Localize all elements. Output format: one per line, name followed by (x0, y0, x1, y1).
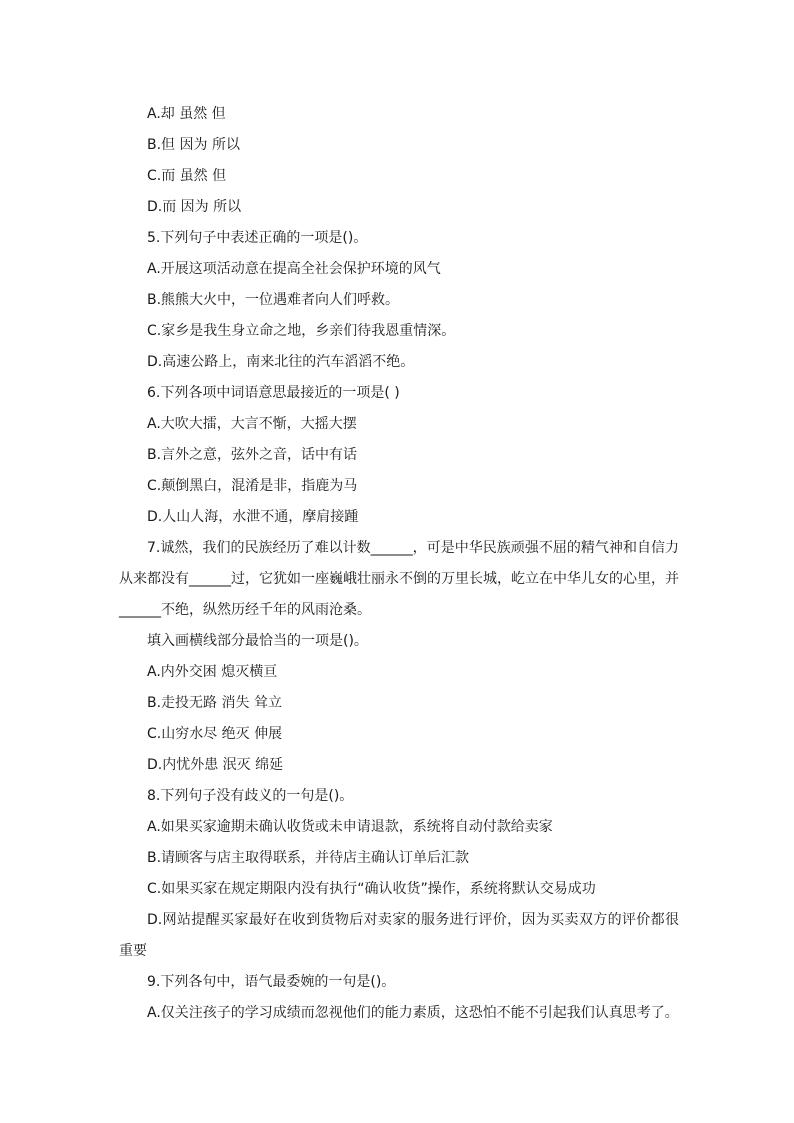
q5-option-b: B.熊熊大火中，一位遇难者向人们呼救。 (147, 292, 400, 308)
q5-question: 5.下列句子中表述正确的一项是()。 (147, 230, 368, 246)
q7-option-a: A.内外交困 熄灭横亘 (147, 664, 278, 680)
q6-question: 6.下列各项中词语意思最接近的一项是( ) (147, 385, 400, 401)
q6-option-b: B.言外之意，弦外之音，话中有话 (147, 447, 358, 463)
q5-option-c: C.家乡是我生身立命之地，乡亲们待我恩重情深。 (147, 323, 456, 339)
q8-option-b: B.请顾客与店主取得联系，并待店主确认订单后汇款 (147, 850, 470, 866)
q7-instruction: 填入画横线部分最恰当的一项是()。 (147, 633, 368, 649)
q8-option-d: D.网站提醒买家最好在收到货物后对卖家的服务进行评价，因为买卖双方的评价都很重要 (119, 912, 679, 959)
q8-question: 8.下列句子没有歧义的一句是()。 (147, 788, 354, 804)
q9-question: 9.下列各句中，语气最委婉的一句是()。 (147, 974, 396, 990)
q7-option-d: D.内忧外患 泯灭 绵延 (147, 757, 284, 773)
q7-option-c: C.山穷水尽 绝灭 伸展 (147, 726, 283, 742)
q4-option-d: D.而 因为 所以 (147, 199, 242, 215)
q6-option-a: A.大吹大擂，大言不惭，大摇大摆 (147, 416, 357, 432)
q4-option-a: A.却 虽然 但 (147, 106, 226, 122)
q6-option-d: D.人山人海，水泄不通，摩肩接踵 (147, 509, 359, 525)
q7-question: 7.诚然，我们的民族经历了难以计数______，可是中华民族顽强不屈的精气神和自信力从来都没有______过，它犹如一座巍峨壮丽永不倒的万里长城，屹立在中华儿女的心里，并______不绝，纵然历经千年的风雨沧桑。 (119, 540, 679, 618)
document-body (119, 99, 679, 1029)
q8-option-a: A.如果买家逾期未确认收货或未申请退款，系统将自动付款给卖家 (147, 819, 553, 835)
q5-option-a: A.开展这项活动意在提高全社会保护环境的风气 (147, 261, 441, 277)
q8-option-c: C.如果买家在规定期限内没有执行“确认收货”操作，系统将默认交易成功 (147, 881, 596, 897)
q7-option-b: B.走投无路 消失 耸立 (147, 695, 282, 711)
q5-option-d: D.高速公路上，南来北往的汽车滔滔不绝。 (147, 354, 415, 370)
q9-option-a: A.仅关注孩子的学习成绩而忽视他们的能力素质，这恐怕不能不引起我们认真思考了。 (147, 1005, 679, 1021)
q6-option-c: C.颠倒黑白，混淆是非，指鹿为马 (147, 478, 358, 494)
q4-option-c: C.而 虽然 但 (147, 168, 227, 184)
q4-option-b: B.但 因为 所以 (147, 137, 240, 153)
